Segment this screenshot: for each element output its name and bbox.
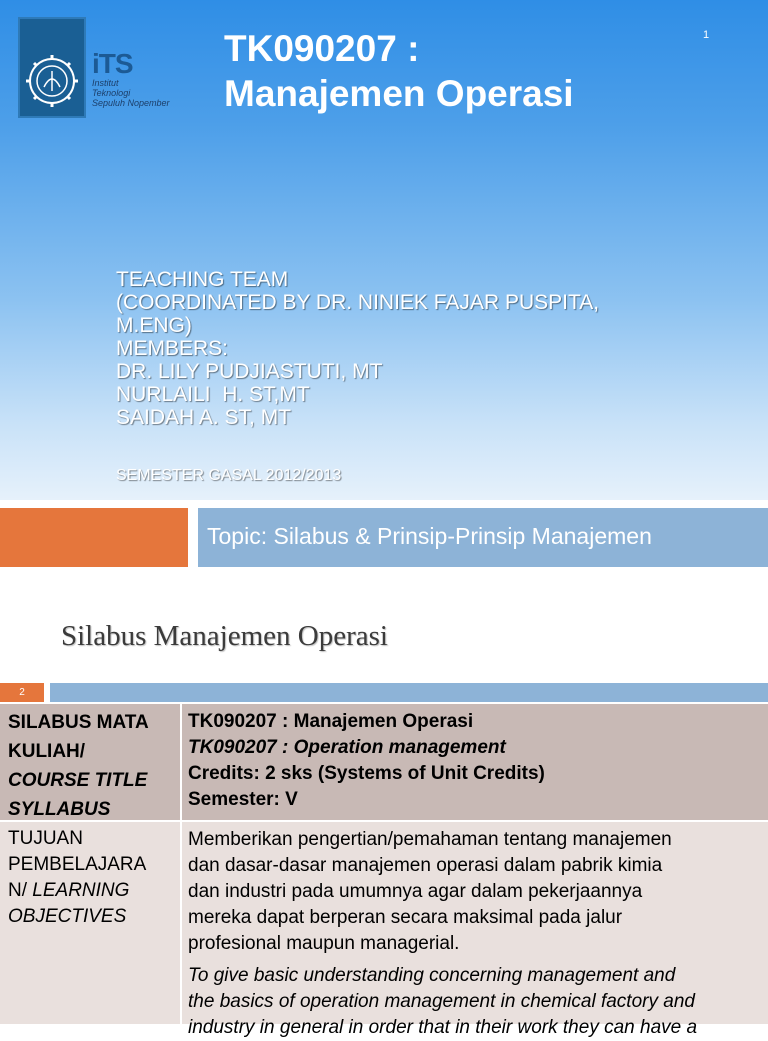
logo-line2: Teknologi bbox=[92, 88, 131, 98]
syllabus-table bbox=[0, 704, 768, 1038]
objective-line: mereka dapat berperan secara maksimal pada jalur bbox=[188, 907, 623, 928]
logo-line1: Institut bbox=[92, 78, 119, 88]
label-line: PEMBELAJARA bbox=[8, 854, 147, 875]
objective-line: dan dasar-dasar manajemen operasi dalam pabrik kimia bbox=[188, 855, 663, 876]
course-credits: Credits: 2 sks (Systems of Unit Credits) bbox=[188, 763, 545, 784]
team-line: NURLAILI H. ST,MT bbox=[116, 383, 310, 406]
logo-wordmark bbox=[92, 50, 170, 108]
team-line: (COORDINATED BY DR. NINIEK FAJAR PUSPITA, bbox=[116, 291, 600, 314]
teaching-team bbox=[116, 268, 756, 429]
logo-line3: Sepuluh Nopember bbox=[92, 98, 170, 108]
table-cell-label bbox=[0, 822, 180, 1024]
label-line: COURSE TITLE bbox=[8, 770, 148, 791]
logo-name: iTS bbox=[92, 48, 133, 79]
label-line: SYLLABUS bbox=[8, 799, 111, 820]
title-slide bbox=[0, 0, 768, 500]
title-line-2: Manajemen Operasi bbox=[224, 73, 574, 114]
objective-line: Memberikan pengertian/pemahaman tentang manajemen bbox=[188, 829, 672, 850]
table-cell-content bbox=[182, 704, 768, 820]
course-code: TK090207 : Manajemen Operasi bbox=[188, 711, 474, 732]
topic-text: Topic: Silabus & Prinsip-Prinsip Manajemen bbox=[207, 523, 652, 549]
table-cell-content bbox=[182, 822, 768, 1038]
label-line: N/ LEARNING bbox=[8, 880, 130, 901]
header-bar bbox=[50, 683, 768, 702]
label-line: TUJUAN bbox=[8, 828, 83, 849]
objective-line: profesional maupun managerial. bbox=[188, 933, 460, 954]
its-logo bbox=[18, 17, 86, 118]
objective-line-en: To give basic understanding concerning management and bbox=[188, 965, 676, 986]
label-line: OBJECTIVES bbox=[8, 906, 127, 927]
slide-number: 1 bbox=[703, 29, 710, 41]
objective-line-en: the basics of operation management in chemical factory and bbox=[188, 991, 695, 1012]
objective-line-en: industry in general in order that in their work they can have a bbox=[188, 1017, 698, 1038]
accent-block bbox=[0, 508, 188, 567]
team-line: DR. LILY PUDJIASTUTI, MT bbox=[116, 360, 383, 383]
slide-number-2: 2 bbox=[0, 683, 44, 702]
course-code-en: TK090207 : Operation management bbox=[188, 737, 506, 758]
label-line: KULIAH/ bbox=[8, 741, 86, 762]
table-cell-label bbox=[0, 704, 180, 820]
objective-line: dan industri pada umumnya agar dalam pekerjaannya bbox=[188, 881, 643, 902]
syllabus-heading: Silabus Manajemen Operasi bbox=[61, 620, 388, 652]
slide-title bbox=[224, 26, 574, 116]
course-semester: Semester: V bbox=[188, 789, 298, 810]
team-line: M.ENG) bbox=[116, 314, 192, 337]
team-line: MEMBERS: bbox=[116, 337, 229, 360]
team-line: TEACHING TEAM bbox=[116, 268, 289, 291]
title-line-1: TK090207 : bbox=[224, 28, 420, 69]
semester-label: SEMESTER GASAL 2012/2013 bbox=[116, 467, 342, 484]
label-line: SILABUS MATA bbox=[8, 712, 149, 733]
gear-emblem-icon bbox=[20, 19, 84, 116]
team-line: SAIDAH A. ST, MT bbox=[116, 406, 292, 429]
